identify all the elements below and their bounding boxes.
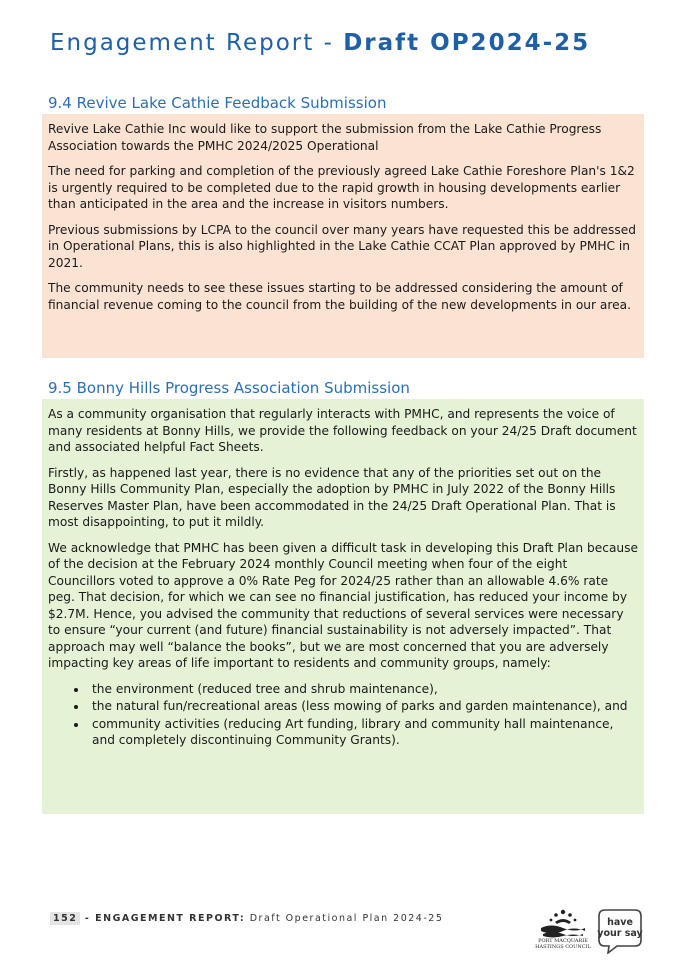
submission-panel-revive-lake-cathie	[42, 114, 644, 358]
logo-text-line-2: HASTINGS COUNCIL	[535, 944, 591, 950]
footer-doc-title: Draft Operational Plan 2024-25	[249, 913, 444, 924]
council-logo	[533, 906, 593, 962]
paragraph: We acknowledge that PMHC has been given a difficult task in developing this Draft Plan because of the decision at the February 2024 monthly Council meeting when four of the eight Councillors voted to approve a 0% Rate Peg for 2024/25 rather than an allowable 4.6% rate peg. That decision, for which we can see no financial justification, has reduced your income by $2.7M. Hence, you advised the community that reductions of several services were necessary to ensure “your current (and future) financial sustainability is not adversely impacted”. That approach may well “balance the books”, but we are most concerned that you are adversely impacting key areas of life important to residents and community groups, namely:	[48, 540, 638, 670]
section-heading-9-4: 9.4 Revive Lake Cathie Feedback Submission	[48, 94, 387, 112]
badge-line-1: have	[607, 917, 633, 928]
logo-text-line-1: PORT MACQUARIE	[538, 938, 588, 944]
page-footer	[50, 913, 443, 924]
paragraph: As a community organisation that regularly interacts with PMHC, and represents the voice of many residents at Bonny Hills, we provide the following feedback on your 24/25 Draft document and associated helpful Fact Sheets.	[48, 407, 637, 454]
section-heading-9-5: 9.5 Bonny Hills Progress Association Submission	[48, 379, 410, 397]
concern-list	[48, 681, 638, 749]
paragraph: The need for parking and completion of the previously agreed Lake Cathie Foreshore Plan's 1&2 is urgently required to be completed due to the rapid growth in housing developments earlier than anticipated in the area and the increase in visitors numbers.	[48, 164, 635, 211]
paragraph: The community needs to see these issues starting to be addressed considering the amount of financial revenue coming to the council from the building of the new developments in our area.	[48, 281, 631, 312]
council-logo-icon	[533, 906, 593, 938]
paragraph: Firstly, as happened last year, there is no evidence that any of the priorities set out on the Bonny Hills Community Plan, especially the adoption by PMHC in July 2022 of the Bonny Hills Reserves Master Plan, have been accommodated in the 24/25 Draft Operational Plan. That is most disappointing, to put it mildly.	[48, 465, 616, 529]
list-item: • the natural fun/recreational areas (less mowing of parks and garden maintenance), and	[88, 698, 638, 715]
submission-panel-bonny-hills	[42, 399, 644, 814]
badge-line-2: your say	[597, 928, 643, 939]
paragraph: Revive Lake Cathie Inc would like to support the submission from the Lake Cathie Progress Association towards the PMHC 2024/2025 Operational	[48, 122, 602, 153]
page-title	[50, 30, 590, 56]
paragraph: Previous submissions by LCPA to the council over many years have requested this be addressed in Operational Plans, this is also highlighted in the Lake Cathie CCAT Plan approved by PMHC in 2021.	[48, 222, 636, 270]
page-number: 152	[50, 912, 80, 925]
have-your-say-badge	[597, 908, 643, 954]
list-item: • the environment (reduced tree and shrub maintenance),	[88, 681, 638, 698]
footer-label: - ENGAGEMENT REPORT:	[84, 913, 246, 924]
list-item: • community activities (reducing Art funding, library and community hall maintenance, and completely discontinuing Community Grants).	[88, 716, 638, 749]
page-title-bold: Draft OP2024-25	[343, 30, 591, 56]
page-title-prefix: Engagement Report -	[50, 30, 344, 56]
